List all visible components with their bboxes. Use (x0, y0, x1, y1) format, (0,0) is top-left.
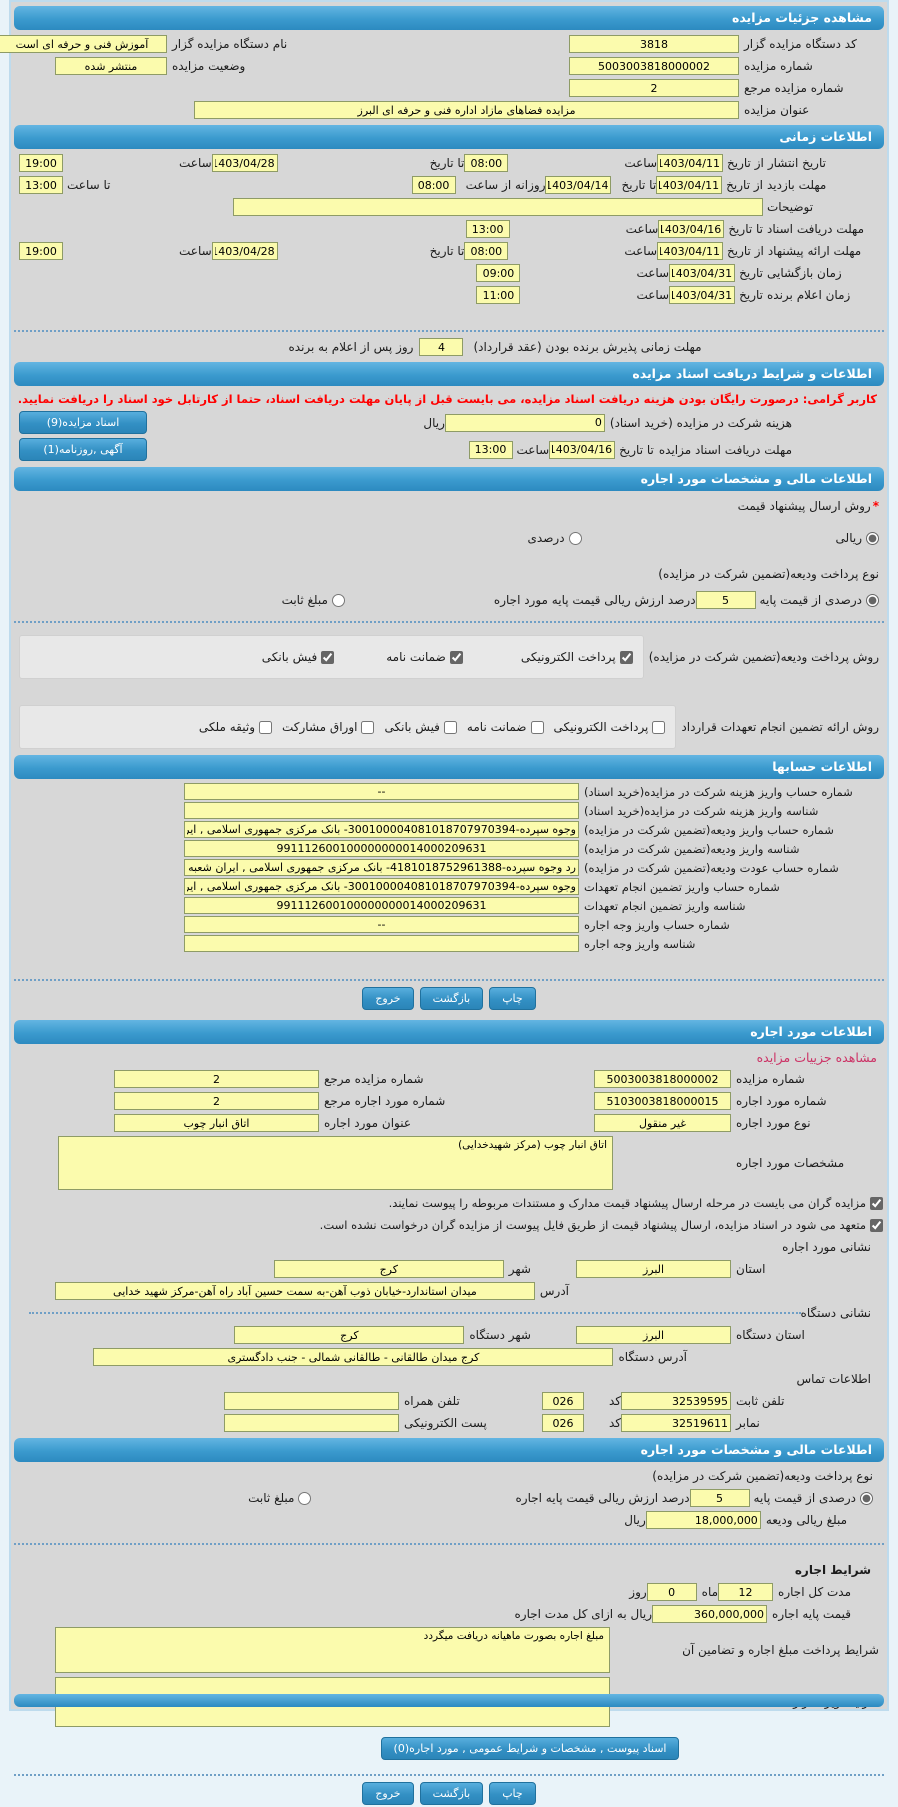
row-price-method-label (11, 495, 887, 517)
spacer (11, 953, 887, 975)
dotted-divider (14, 1774, 884, 1776)
winner-time-field[interactable] (476, 286, 520, 304)
row-rent-terms-title (11, 1559, 887, 1581)
bidder-org-code-label: کد دستگاه مزایده گزار (744, 37, 857, 51)
back-button[interactable]: بازگشت (420, 1782, 484, 1805)
row-view-details-link (11, 1047, 887, 1068)
price-method-label: روش ارسال پیشنهاد قیمت (737, 499, 871, 513)
row-winner-announce (11, 284, 887, 306)
docs-deadline-label: مهلت دریافت اسناد (767, 222, 865, 236)
docs-receive-deadline-label: مهلت دریافت اسناد مزایده (658, 442, 792, 457)
date-label: تاریخ (739, 266, 763, 280)
item-no-label: شماره مورد اجاره (736, 1094, 827, 1108)
row-deposit-amount (11, 1509, 887, 1531)
row-org-province (11, 1324, 887, 1346)
bidder-org-name-field[interactable] (0, 35, 167, 53)
publish-from-date-field[interactable] (657, 154, 723, 172)
org-address-label: آدرس دستگاه (618, 1350, 687, 1364)
doc-terms-title: اطلاعات و شرایط دریافت اسناد مزایده (632, 366, 872, 381)
auction-details-page (9, 0, 889, 1800)
base-price-field[interactable] (652, 1605, 767, 1623)
hour-label: ساعت (624, 156, 657, 170)
row-item-address (11, 1280, 887, 1302)
account-row (11, 934, 887, 953)
obligation-account-field[interactable] (184, 878, 579, 895)
row-participation-fee (11, 409, 887, 436)
item-type-label: نوع مورد اجاره (736, 1116, 811, 1130)
province-label: استان (736, 1262, 766, 1276)
auction-documents-button[interactable]: اسناد مزایده(9) (19, 411, 147, 434)
attach-docs-statement: مزایده گران می بایست در مرحله ارسال پیشنهاد قیمت مدارک و مستندات مربوطه را پیوست نمایند. (388, 1196, 866, 1210)
to-date-label: تا تاریخ (728, 222, 763, 236)
pay-option-guarantee-letter (386, 650, 463, 664)
to-date-label: تا تاریخ (621, 178, 657, 192)
bidder-org-name-label: نام دستگاه مزایده گزار (172, 37, 288, 51)
row-deposit-type2-options (11, 1487, 887, 1509)
from-date-label: از تاریخ (726, 178, 763, 192)
refund-account-field[interactable] (184, 859, 579, 876)
g-bonds-label: اوراق مشارکت (282, 720, 358, 734)
hour-label: ساعت (516, 442, 550, 457)
visit-from-time-field[interactable] (412, 176, 456, 194)
row-rent-duration (11, 1581, 887, 1603)
org-city-label: شهر دستگاه (469, 1328, 531, 1342)
account-row (11, 896, 887, 915)
print-button[interactable]: چاپ (489, 1782, 536, 1805)
electronic-payment-checkbox[interactable] (620, 651, 633, 664)
hour-label: ساعت (636, 266, 670, 280)
row-item-province (11, 1258, 887, 1280)
phone-field[interactable] (621, 1392, 731, 1410)
docs-deadline-date-field[interactable] (658, 220, 724, 238)
item-auction-ref-label: شماره مزایده مرجع (324, 1072, 424, 1086)
auction-ref-field[interactable] (569, 79, 739, 97)
description-field[interactable] (233, 198, 763, 216)
section-header-accounts (14, 755, 884, 779)
exit-button[interactable]: خروج (362, 1782, 413, 1805)
electronic-payment-label: پرداخت الکترونیکی (520, 650, 616, 664)
auction-ref-label: شماره مزایده مرجع (744, 81, 844, 95)
daily-from-hour-label: روزانه از ساعت (465, 178, 546, 192)
mobile-field[interactable] (224, 1392, 399, 1410)
row-auction-title (11, 99, 887, 121)
rial-label: ریال (624, 1513, 646, 1527)
contact-title: اطلاعات تماس (796, 1372, 871, 1386)
obligation-account-label: شماره حساب واریز تضمین انجام تعهدات (584, 879, 780, 894)
row-contact-title (11, 1368, 887, 1390)
guarantee-letter-checkbox[interactable] (450, 651, 463, 664)
contract-guarantee-label: روش ارائه تضمین انجام تعهدات قرارداد (681, 720, 879, 734)
address-field[interactable] (55, 1282, 535, 1300)
contract-guarantee-panel (19, 705, 676, 749)
visit-deadline-label: مهلت بازدید (767, 178, 827, 192)
row-description (11, 196, 887, 218)
back-button[interactable]: بازگشت (420, 987, 484, 1010)
auction-title-label: عنوان مزایده (744, 103, 810, 117)
publish-to-date-field[interactable] (212, 154, 278, 172)
mobile-label: تلفن همراه (404, 1394, 460, 1408)
g-slip-label: فیش بانکی (384, 720, 440, 734)
auction-status-label: وضعیت مزایده (172, 59, 246, 73)
deposit-amount-field[interactable] (646, 1511, 761, 1529)
percent-base2-radio[interactable] (860, 1492, 873, 1505)
spacer (11, 306, 887, 326)
hour-label: ساعت (624, 244, 657, 258)
rent-months-field[interactable] (718, 1583, 773, 1601)
fee-deposit-id-field[interactable] (184, 802, 579, 819)
g-property-label: وثیقه ملکی (198, 720, 256, 734)
to-date-label: تا تاریخ (619, 442, 654, 457)
page-title: مشاهده جزئیات مزایده (731, 10, 872, 25)
obligation-id-label: شناسه واریز تضمین انجام تعهدات (584, 898, 746, 913)
hour-label: ساعت (179, 244, 212, 258)
city-label: شهر (508, 1262, 531, 1276)
months-label: ماه (701, 1585, 719, 1599)
refund-account-label: شماره حساب عودت ودیعه(تضمین شرکت در مزایده) (584, 860, 839, 875)
fax-label: نمابر (736, 1416, 760, 1430)
g-property-checkbox[interactable] (259, 721, 272, 734)
row-attach-docs-check (11, 1192, 887, 1214)
row-attach-button (11, 1735, 887, 1762)
from-date-label: از تاریخ (727, 244, 764, 258)
row-offer-deadline (11, 240, 887, 262)
percent-suffix2-label: درصد ارزش ریالی قیمت پایه اجاره (515, 1491, 690, 1505)
account-row (11, 820, 887, 839)
deposit-pay-methods-panel (19, 635, 644, 679)
guarantee-option-letter (467, 720, 544, 734)
section-header-view-details (14, 6, 884, 30)
org-address-field[interactable] (93, 1348, 613, 1366)
item-title-label: عنوان مورد اجاره (324, 1116, 412, 1130)
section-header-financial-1 (14, 467, 884, 491)
rental-item-title: اطلاعات مورد اجاره (750, 1024, 872, 1039)
view-auction-details-link[interactable]: مشاهده جزییات مزایده (756, 1050, 877, 1065)
row-docs-receive-deadline (11, 436, 887, 463)
province-field[interactable] (576, 1260, 731, 1278)
hour-label: ساعت (636, 288, 670, 302)
docs-receive-time-field[interactable] (469, 441, 513, 459)
row-deposit-type2-label (11, 1465, 887, 1487)
opening-time-label: زمان بازگشایی (767, 266, 842, 280)
visit-from-date-field[interactable] (656, 176, 722, 194)
attached-docs-button[interactable]: اسناد پیوست , مشخصات و شرایط عمومی , مورد اجاره(0) (381, 1737, 680, 1760)
fixed-amount-radio[interactable] (332, 594, 345, 607)
free-docs-notice: کاربر گرامی: درصورت رایگان بودن هزینه دریافت اسناد مزایده، می بایست قبل از پایان مهلت دریافت اسناد، حتما از کارتابل خود اسناد را دریافت نمایید. (17, 392, 877, 406)
offer-from-date-field[interactable] (657, 242, 723, 260)
item-address-title: نشانی مورد اجاره (782, 1240, 871, 1254)
fixed-amount2-radio[interactable] (298, 1492, 311, 1505)
attach-docs-checkbox[interactable] (870, 1197, 883, 1210)
row-no-file-check (11, 1214, 887, 1236)
rial-radio[interactable] (866, 532, 879, 545)
rent-id-field[interactable] (184, 935, 579, 952)
action-buttons-row (11, 985, 887, 1012)
section-header-financial-2 (14, 1438, 884, 1462)
deposit-id-label: شناسه واریز ودیعه(تضمین شرکت در مزایده) (584, 841, 800, 856)
org-address-title: نشانی دستگاه (800, 1306, 871, 1320)
exit-button[interactable]: خروج (362, 987, 413, 1010)
row-deposit-pay-methods (11, 633, 887, 681)
rent-days-field[interactable] (647, 1583, 697, 1601)
offer-deadline-label: مهلت ارائه پیشنهاد (767, 244, 862, 258)
account-row (11, 782, 887, 801)
spacer (11, 681, 887, 703)
rent-account-field[interactable] (184, 916, 579, 933)
item-ref-field[interactable] (114, 1092, 319, 1110)
percent-suffix-label: درصد ارزش ریالی قیمت پایه مورد اجاره (493, 593, 696, 607)
percent-base2-label: درصدی از قیمت پایه (753, 1491, 856, 1505)
percent-option-label: درصدی (527, 531, 565, 545)
item-auction-ref-field[interactable] (114, 1070, 319, 1088)
g-slip-checkbox[interactable] (444, 721, 457, 734)
g-bonds-checkbox[interactable] (361, 721, 374, 734)
dotted-divider (29, 1312, 801, 1314)
base-price-suffix: ریال به ازای کل مدت اجاره (514, 1607, 653, 1621)
deposit-type2-label: نوع پرداخت ودیعه(تضمین شرکت در مزایده) (652, 1469, 873, 1483)
row-contract-accept (11, 336, 887, 358)
row-item-address-title (11, 1236, 887, 1258)
g-electronic-checkbox[interactable] (652, 721, 665, 734)
city-field[interactable] (274, 1260, 504, 1278)
visit-to-date-field[interactable] (545, 176, 611, 194)
financial-title-1: اطلاعات مالی و مشخصات مورد اجاره (640, 471, 872, 486)
row-item-auction-no (11, 1068, 887, 1090)
row-org-address-title (11, 1302, 887, 1324)
pay-option-electronic (521, 650, 633, 664)
auction-title-field[interactable] (194, 101, 739, 119)
fee-deposit-id-label: شناسه واریز هزینه شرکت در مزایده(خرید اسناد) (584, 803, 819, 818)
offer-from-time-field[interactable] (464, 242, 508, 260)
row-auction-ref (11, 77, 887, 99)
rent-account-label: شماره حساب واریز وجه اجاره (584, 917, 730, 932)
contract-accept-label: مهلت زمانی پذیرش برنده بودن (عقد قرارداد) (473, 340, 702, 354)
from-date-label: از تاریخ (727, 156, 764, 170)
pay-option-bank-slip (262, 650, 334, 664)
opening-date-field[interactable] (669, 264, 735, 282)
org-province-label: استان دستگاه (736, 1328, 805, 1342)
row-contract-guarantee-methods (11, 703, 887, 751)
row-item-no (11, 1090, 887, 1112)
row-pay-terms (11, 1625, 887, 1675)
rial-option-label: ریالی (835, 531, 862, 545)
hour-label: ساعت (179, 156, 212, 170)
fee-account-field[interactable] (184, 783, 579, 800)
row-deposit-type-options (11, 589, 887, 611)
spacer (11, 1531, 887, 1539)
pay-terms-textarea[interactable] (55, 1627, 610, 1673)
section-header-time-info (14, 125, 884, 149)
action-buttons-row-bottom (11, 1780, 887, 1807)
row-price-method-options (11, 527, 887, 549)
item-spec-label: مشخصات مورد اجاره (736, 1156, 845, 1170)
account-row (11, 915, 887, 934)
item-auction-no-field[interactable] (594, 1070, 731, 1088)
dotted-divider (14, 1543, 884, 1545)
days-label: روز (629, 1585, 647, 1599)
row-org-address (11, 1346, 887, 1368)
bank-slip-checkbox[interactable] (321, 651, 334, 664)
winner-announce-label: زمان اعلام برنده (767, 288, 851, 302)
item-type-field[interactable] (594, 1114, 731, 1132)
row-deposit-type-label (11, 563, 887, 585)
guarantee-letter-label: ضمانت نامه (386, 650, 446, 664)
accounts-title: اطلاعات حسابها (772, 759, 872, 774)
org-province-field[interactable] (576, 1326, 731, 1344)
account-row (11, 877, 887, 896)
participation-fee-field[interactable] (445, 414, 605, 432)
auction-status-field[interactable] (55, 57, 167, 75)
dotted-divider (14, 330, 884, 332)
row-item-spec (11, 1134, 887, 1192)
account-row (11, 839, 887, 858)
docs-receive-date-field[interactable] (549, 441, 615, 459)
pay-terms-label: شرایط پرداخت مبلغ اجاره و تضامین آن (682, 1643, 879, 1657)
row-org-code (11, 33, 887, 55)
row-base-price (11, 1603, 887, 1625)
print-button[interactable]: چاپ (489, 987, 536, 1010)
email-label: پست الکترونیکی (404, 1416, 487, 1430)
section-header-rental-item (14, 1020, 884, 1044)
winner-date-field[interactable] (669, 286, 735, 304)
rent-terms-title: شرایط اجاره (794, 1563, 871, 1577)
percent-base-label: درصدی از قیمت پایه (759, 593, 862, 607)
no-file-request-checkbox[interactable] (870, 1219, 883, 1232)
deposit-percent-field[interactable] (696, 591, 756, 609)
auction-number-field[interactable] (569, 57, 739, 75)
to-date-label: تا تاریخ (429, 156, 465, 170)
phone-label: تلفن ثابت (736, 1394, 785, 1408)
bidder-org-code-field[interactable] (569, 35, 739, 53)
row-auction-number (11, 55, 887, 77)
bank-slip-label: فیش بانکی (261, 650, 318, 664)
deposit-pay-methods-label: روش پرداخت ودیعه(تضمین شرکت در مزایده) (648, 650, 879, 664)
fax-field[interactable] (621, 1414, 731, 1432)
item-spec-textarea[interactable] (58, 1136, 613, 1190)
guarantee-option-bonds (282, 720, 374, 734)
spacer (11, 1762, 887, 1770)
deposit-id-field[interactable] (184, 840, 579, 857)
spacer (11, 1549, 887, 1559)
opening-time-field[interactable] (476, 264, 520, 282)
contract-accept-suffix: روز پس از اعلام به برنده (288, 340, 414, 354)
email-field[interactable] (224, 1414, 399, 1432)
deposit-account-field[interactable] (184, 821, 579, 838)
dotted-divider (14, 979, 884, 981)
fee-account-label: شماره حساب واریز هزینه شرکت در مزایده(خرید اسناد) (584, 784, 853, 799)
code-label: کد (608, 1394, 621, 1408)
auction-number-label: شماره مزایده (744, 59, 813, 73)
time-info-title: اطلاعات زمانی (779, 129, 872, 144)
bottom-bar (14, 1694, 884, 1707)
deposit-amount-label: مبلغ ریالی ودیعه (765, 1513, 847, 1527)
org-city-field[interactable] (234, 1326, 464, 1344)
visit-to-time-field[interactable] (19, 176, 63, 194)
docs-deadline-time-field[interactable] (466, 220, 510, 238)
guarantee-option-electronic (554, 720, 666, 734)
financial-title-2: اطلاعات مالی و مشخصات مورد اجاره (640, 1442, 872, 1457)
required-asterisk: * (872, 499, 879, 513)
no-file-request-statement: متعهد می شود در اسناد مزایده، ارسال پیشنهاد قیمت از طریق فایل پیوست از مزایده گران درخواست نشده است. (319, 1218, 866, 1232)
base-price-label: قیمت پایه اجاره (772, 1607, 851, 1621)
g-letter-checkbox[interactable] (531, 721, 544, 734)
row-opening-time (11, 262, 887, 284)
spacer (11, 611, 887, 617)
code-label: کد (608, 1416, 621, 1430)
item-title-field[interactable] (114, 1114, 319, 1132)
address-label: آدرس (539, 1284, 569, 1298)
date-label: تاریخ (739, 288, 763, 302)
fax-code-field[interactable] (542, 1414, 584, 1432)
fixed-amount2-label: مبلغ ثابت (248, 1491, 295, 1505)
item-no-field[interactable] (594, 1092, 731, 1110)
rial-label: ریال (423, 415, 445, 430)
g-letter-label: ضمانت نامه (466, 720, 527, 734)
section-header-doc-terms (14, 362, 884, 386)
fixed-amount-label: مبلغ ثابت (281, 593, 328, 607)
to-hour-label: تا ساعت (67, 178, 111, 192)
rent-id-label: شناسه واریز وجه اجاره (584, 936, 696, 951)
offer-to-time-field[interactable] (19, 242, 63, 260)
row-visit-deadline (11, 174, 887, 196)
dotted-divider (14, 621, 884, 623)
row-publish-dates (11, 152, 887, 174)
deposit-percent2-field[interactable] (690, 1489, 750, 1507)
offer-to-date-field[interactable] (212, 242, 278, 260)
percent-radio[interactable] (569, 532, 582, 545)
publish-from-time-field[interactable] (464, 154, 508, 172)
deposit-account-label: شماره حساب واریز ودیعه(تضمین شرکت در مزایده) (584, 822, 834, 837)
row-docs-deadline (11, 218, 887, 240)
newspaper-ad-button[interactable]: آگهی ,روزنامه(1) (19, 438, 147, 461)
g-electronic-label: پرداخت الکترونیکی (553, 720, 649, 734)
to-date-label: تا تاریخ (429, 244, 465, 258)
participation-fee-label: هزینه شرکت در مزایده (خرید اسناد) (609, 415, 792, 430)
deposit-type-label: نوع پرداخت ودیعه(تضمین شرکت در مزایده) (658, 567, 879, 581)
account-row (11, 801, 887, 820)
item-ref-label: شماره مورد اجاره مرجع (324, 1094, 446, 1108)
description-label: توضیحات (767, 200, 814, 214)
hour-label: ساعت (625, 222, 659, 236)
rent-duration-label: مدت کل اجاره (778, 1585, 851, 1599)
percent-base-radio[interactable] (866, 594, 879, 607)
row-phone (11, 1390, 887, 1412)
item-auction-no-label: شماره مزایده (736, 1072, 805, 1086)
row-fax (11, 1412, 887, 1434)
contract-accept-days-field[interactable] (419, 338, 463, 356)
row-item-type (11, 1112, 887, 1134)
obligation-id-field[interactable] (184, 897, 579, 914)
guarantee-option-property (199, 720, 272, 734)
publish-date-label: تاریخ انتشار (767, 156, 826, 170)
phone-code-field[interactable] (542, 1392, 584, 1410)
publish-to-time-field[interactable] (19, 154, 63, 172)
account-row (11, 858, 887, 877)
guarantee-option-slip (384, 720, 456, 734)
